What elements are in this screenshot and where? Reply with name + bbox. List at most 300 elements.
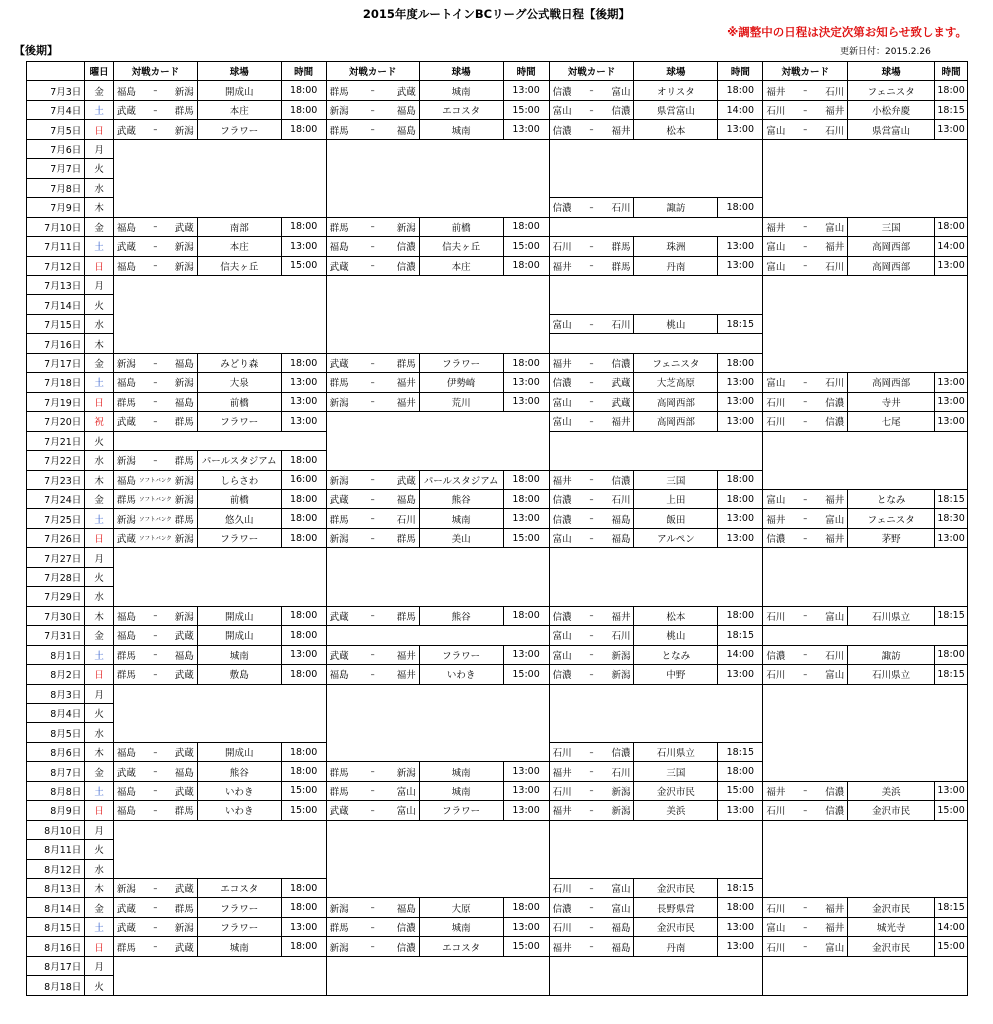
- match-separator: –: [370, 377, 375, 387]
- date-cell: 8月4日: [27, 703, 85, 722]
- home-team: 武蔵: [329, 495, 349, 507]
- match-card: [113, 781, 197, 800]
- match-card: [113, 237, 197, 256]
- time-cell: 18:15: [935, 489, 968, 508]
- weekday-cell: 火: [85, 840, 114, 859]
- date-cell: 7月29日: [27, 587, 85, 606]
- venue-cell: 珠洲: [634, 237, 718, 256]
- date-cell: 7月21日: [27, 431, 85, 450]
- header-row: [27, 62, 968, 81]
- away-team: 富山: [825, 942, 845, 954]
- time-cell: 13:00: [503, 762, 549, 781]
- venue-cell: 南部: [197, 217, 281, 236]
- match-card-teams: [114, 414, 197, 428]
- updated-date: 更新日付：2015.2.26: [840, 47, 931, 57]
- time-cell: 13:00: [718, 412, 763, 431]
- weekday-cell: 土: [85, 373, 114, 392]
- venue-cell: 茅野: [848, 528, 935, 547]
- match-card: [763, 373, 848, 392]
- match-card: [326, 665, 419, 684]
- match-card: [763, 392, 848, 411]
- time-cell: 13:00: [503, 781, 549, 800]
- venue-cell: 県営富山: [848, 120, 935, 139]
- empty-slot: [763, 859, 968, 878]
- match-card: [763, 237, 848, 256]
- match-card-teams: [763, 803, 847, 817]
- weekday-cell: 日: [85, 528, 114, 547]
- date-cell: 7月20日: [27, 412, 85, 431]
- time-cell: 13:00: [935, 392, 968, 411]
- home-team: 福井: [552, 261, 572, 273]
- weekday-cell: 金: [85, 489, 114, 508]
- home-team: 福井: [552, 942, 572, 954]
- weekday-cell: 日: [85, 256, 114, 275]
- match-separator: –: [589, 241, 594, 251]
- time-cell: 14:00: [935, 237, 968, 256]
- match-card: [763, 898, 848, 917]
- date-cell: 7月4日: [27, 100, 85, 119]
- time-cell: 15:00: [935, 937, 968, 956]
- venue-cell: フラワー: [197, 898, 281, 917]
- date-cell: 8月18日: [27, 976, 85, 995]
- time-cell: 18:15: [935, 606, 968, 625]
- time-cell: 13:00: [281, 917, 326, 936]
- home-team: 信濃: [552, 514, 572, 526]
- time-cell: 18:00: [503, 256, 549, 275]
- home-team: 信濃: [552, 903, 572, 915]
- empty-slot: [113, 587, 326, 606]
- home-team: 石川: [552, 786, 572, 798]
- away-team: 福島: [396, 125, 416, 137]
- empty-slot: [549, 217, 763, 236]
- away-team: 福井: [396, 670, 416, 682]
- time-cell: 18:00: [281, 509, 326, 528]
- time-cell: 15:00: [503, 100, 549, 119]
- venue-cell: 高岡西部: [848, 237, 935, 256]
- table-row: [27, 431, 968, 450]
- empty-slot: [763, 587, 968, 606]
- match-card-teams: [114, 648, 197, 662]
- empty-slot: [549, 820, 763, 839]
- table-row: [27, 159, 968, 178]
- venue-cell: 丹南: [634, 937, 718, 956]
- venue-cell: 諏訪: [634, 198, 718, 217]
- date-cell: 7月27日: [27, 548, 85, 567]
- venue-cell: 金沢市民: [848, 801, 935, 820]
- match-separator: –: [803, 105, 808, 115]
- venue-cell: 長野県営: [634, 898, 718, 917]
- time-cell: 13:00: [281, 645, 326, 664]
- match-card: [549, 256, 634, 275]
- match-card: [549, 606, 634, 625]
- home-team: 群馬: [329, 125, 349, 137]
- venue-cell: 七尾: [848, 412, 935, 431]
- away-team: 富山: [825, 611, 845, 623]
- table-row: [27, 762, 968, 781]
- weekday-cell: 火: [85, 159, 114, 178]
- match-separator: –: [153, 903, 158, 913]
- weekday-cell: 月: [85, 548, 114, 567]
- home-team: 石川: [766, 417, 786, 429]
- venue-cell: みどり森: [197, 353, 281, 372]
- match-card-teams: [550, 512, 634, 526]
- match-card-teams: [550, 765, 634, 779]
- match-card: [113, 509, 197, 528]
- away-team: 武蔵: [174, 748, 194, 760]
- home-team: 信濃: [552, 670, 572, 682]
- venue-cell: 熊谷: [197, 762, 281, 781]
- venue-cell: 松本: [634, 606, 718, 625]
- empty-slot: [763, 840, 968, 859]
- date-cell: 8月3日: [27, 684, 85, 703]
- empty-slot: [113, 139, 326, 158]
- match-card-teams: [550, 881, 634, 895]
- match-separator: –: [370, 358, 375, 368]
- home-team: 信濃: [552, 203, 572, 215]
- time-cell: 13:00: [935, 256, 968, 275]
- away-team: 新潟: [174, 611, 194, 623]
- empty-slot: [326, 840, 549, 859]
- match-separator: –: [589, 630, 594, 640]
- date-cell: 7月31日: [27, 626, 85, 645]
- home-team: 福井: [766, 786, 786, 798]
- match-card: [549, 509, 634, 528]
- match-card-teams: [763, 492, 847, 506]
- home-team: 新潟: [329, 397, 349, 409]
- match-card-teams: [114, 628, 197, 642]
- match-card: [763, 937, 848, 956]
- match-card: [113, 353, 197, 372]
- match-card-teams: [327, 609, 419, 623]
- match-card-teams: [550, 745, 634, 759]
- time-cell: 18:15: [718, 879, 763, 898]
- time-cell: 15:00: [281, 801, 326, 820]
- time-cell: 13:00: [718, 120, 763, 139]
- empty-slot: [113, 334, 326, 353]
- time-cell: 13:00: [503, 81, 549, 100]
- time-cell: 13:00: [718, 256, 763, 275]
- venue-cell: 城南: [419, 120, 503, 139]
- home-team: 群馬: [116, 942, 136, 954]
- weekday-cell: 金: [85, 353, 114, 372]
- match-card: [326, 898, 419, 917]
- match-card: [763, 645, 848, 664]
- match-card-teams: [114, 453, 197, 467]
- empty-slot: [113, 314, 326, 333]
- table-row: [27, 840, 968, 859]
- match-card: [113, 100, 197, 119]
- table-row: [27, 334, 968, 353]
- match-card-teams: [550, 414, 634, 428]
- match-card-teams: [550, 492, 634, 506]
- match-separator: –: [589, 611, 594, 621]
- venue-cell: 開成山: [197, 81, 281, 100]
- weekday-cell: 月: [85, 684, 114, 703]
- time-cell: 16:00: [281, 470, 326, 489]
- page-title: 2015年度ルートインBCリーグ公式戦日程【後期】: [362, 7, 631, 21]
- date-cell: 7月28日: [27, 567, 85, 586]
- away-team: 群馬: [396, 359, 416, 371]
- venue-cell: 城光寺: [848, 917, 935, 936]
- adjustment-notice: ※調整中の日程は決定次第お知らせ致します。: [727, 25, 967, 39]
- match-card: [113, 917, 197, 936]
- match-separator: –: [153, 377, 158, 387]
- time-cell: 18:00: [281, 120, 326, 139]
- match-separator: –: [153, 805, 158, 815]
- match-separator: ソフトバンク: [138, 536, 172, 543]
- match-card: [549, 392, 634, 411]
- venue-cell: 大芝高原: [634, 373, 718, 392]
- home-team: 石川: [552, 748, 572, 760]
- date-cell: 7月23日: [27, 470, 85, 489]
- venue-cell: 敷島: [197, 665, 281, 684]
- venue-cell: 本庄: [419, 256, 503, 275]
- weekday-cell: 木: [85, 879, 114, 898]
- empty-slot: [549, 159, 763, 178]
- match-separator: –: [153, 416, 158, 426]
- empty-slot: [326, 314, 549, 333]
- venue-cell: 小松弁慶: [848, 100, 935, 119]
- match-separator: –: [153, 786, 158, 796]
- venue-cell: 石川県立: [848, 606, 935, 625]
- home-team: 新潟: [329, 534, 349, 546]
- match-card: [326, 217, 419, 236]
- away-team: 富山: [396, 806, 416, 818]
- time-cell: 18:15: [935, 665, 968, 684]
- table-row: [27, 723, 968, 742]
- match-card-teams: [327, 395, 419, 409]
- home-team: 福島: [329, 670, 349, 682]
- table-row: [27, 917, 968, 936]
- away-team: 新潟: [174, 534, 194, 546]
- time-cell: 13:00: [718, 237, 763, 256]
- table-row: [27, 373, 968, 392]
- time-cell: 15:00: [281, 256, 326, 275]
- home-team: 新潟: [116, 884, 136, 896]
- home-team: 福島: [116, 261, 136, 273]
- weekday-cell: 日: [85, 937, 114, 956]
- date-cell: 8月10日: [27, 820, 85, 839]
- away-team: 新潟: [611, 650, 631, 662]
- match-card-teams: [550, 103, 634, 117]
- match-card: [549, 100, 634, 119]
- time-cell: 18:30: [935, 509, 968, 528]
- table-row: [27, 606, 968, 625]
- match-separator: –: [370, 942, 375, 952]
- date-cell: 8月16日: [27, 937, 85, 956]
- match-card: [326, 645, 419, 664]
- empty-slot: [549, 976, 763, 995]
- time-cell: 18:15: [935, 898, 968, 917]
- away-team: 武蔵: [174, 786, 194, 798]
- match-separator: –: [589, 319, 594, 329]
- away-team: 福島: [611, 942, 631, 954]
- away-team: 新潟: [611, 786, 631, 798]
- table-row: [27, 275, 968, 294]
- match-card: [549, 373, 634, 392]
- home-team: 新潟: [116, 359, 136, 371]
- empty-slot: [763, 353, 968, 372]
- match-card: [326, 81, 419, 100]
- weekday-cell: 水: [85, 178, 114, 197]
- venue-cell: となみ: [848, 489, 935, 508]
- match-card: [549, 645, 634, 664]
- match-card-teams: [763, 220, 847, 234]
- match-separator: –: [153, 611, 158, 621]
- away-team: 新潟: [396, 222, 416, 234]
- match-card: [326, 781, 419, 800]
- match-separator: –: [370, 650, 375, 660]
- away-team: 石川: [396, 514, 416, 526]
- time-cell: 13:00: [718, 665, 763, 684]
- match-card-teams: [114, 940, 197, 954]
- time-cell: 18:00: [281, 606, 326, 625]
- away-team: 新潟: [396, 767, 416, 779]
- match-separator: –: [803, 494, 808, 504]
- table-row: [27, 956, 968, 975]
- match-card: [113, 762, 197, 781]
- venue-cell: 美浜: [848, 781, 935, 800]
- venue-cell: 石川県立: [634, 742, 718, 761]
- away-team: 群馬: [174, 806, 194, 818]
- match-separator: –: [370, 397, 375, 407]
- match-separator: –: [589, 883, 594, 893]
- home-team: 信濃: [552, 378, 572, 390]
- empty-slot: [763, 470, 968, 489]
- weekday-cell: 金: [85, 762, 114, 781]
- match-card-teams: [114, 356, 197, 370]
- header-card-2: 対戦カード: [326, 62, 419, 81]
- match-card: [326, 606, 419, 625]
- match-separator: –: [589, 650, 594, 660]
- match-card-teams: [763, 531, 847, 545]
- match-separator: –: [153, 222, 158, 232]
- home-team: 石川: [766, 806, 786, 818]
- empty-slot: [113, 159, 326, 178]
- match-card-teams: [763, 920, 847, 934]
- match-separator: –: [153, 922, 158, 932]
- time-cell: 18:00: [281, 353, 326, 372]
- match-card-teams: [327, 648, 419, 662]
- venue-cell: 諏訪: [848, 645, 935, 664]
- empty-slot: [113, 956, 326, 975]
- match-card-teams: [327, 492, 419, 506]
- time-cell: 18:00: [281, 879, 326, 898]
- table-row: [27, 528, 968, 547]
- match-card: [326, 470, 419, 489]
- time-cell: 18:00: [503, 353, 549, 372]
- time-cell: 18:00: [718, 898, 763, 917]
- table-row: [27, 470, 968, 489]
- time-cell: 18:00: [281, 528, 326, 547]
- match-separator: –: [589, 475, 594, 485]
- match-card: [763, 256, 848, 275]
- venue-cell: しらさわ: [197, 470, 281, 489]
- table-row: [27, 451, 968, 470]
- home-team: 信濃: [552, 86, 572, 98]
- home-team: 富山: [766, 378, 786, 390]
- match-card-teams: [550, 84, 634, 98]
- empty-slot: [113, 840, 326, 859]
- empty-slot: [763, 334, 968, 353]
- match-separator: –: [803, 786, 808, 796]
- table-row: [27, 742, 968, 761]
- home-team: 群馬: [329, 378, 349, 390]
- venue-cell: 前橋: [197, 489, 281, 508]
- home-team: 富山: [766, 125, 786, 137]
- header-time-4: 時間: [935, 62, 968, 81]
- time-cell: 15:00: [503, 937, 549, 956]
- match-separator: –: [153, 125, 158, 135]
- match-separator: –: [153, 455, 158, 465]
- away-team: 群馬: [174, 514, 194, 526]
- date-cell: 8月12日: [27, 859, 85, 878]
- away-team: 新潟: [174, 242, 194, 254]
- away-team: 信濃: [611, 359, 631, 371]
- table-row: [27, 703, 968, 722]
- empty-slot: [549, 840, 763, 859]
- home-team: 群馬: [329, 786, 349, 798]
- empty-slot: [549, 723, 763, 742]
- away-team: 富山: [825, 670, 845, 682]
- match-card-teams: [114, 784, 197, 798]
- weekday-cell: 金: [85, 626, 114, 645]
- away-team: 信濃: [825, 417, 845, 429]
- match-card-teams: [327, 784, 419, 798]
- weekday-cell: 水: [85, 451, 114, 470]
- time-cell: 13:00: [718, 801, 763, 820]
- time-cell: 15:00: [281, 781, 326, 800]
- weekday-cell: 火: [85, 703, 114, 722]
- match-separator: –: [803, 377, 808, 387]
- away-team: 信濃: [396, 923, 416, 935]
- date-cell: 7月9日: [27, 198, 85, 217]
- header-venue-1: 球場: [197, 62, 281, 81]
- time-cell: 13:00: [503, 392, 549, 411]
- venue-cell: 城南: [419, 917, 503, 936]
- time-cell: 13:00: [935, 781, 968, 800]
- match-card: [549, 801, 634, 820]
- table-row: [27, 801, 968, 820]
- home-team: 武蔵: [116, 417, 136, 429]
- empty-slot: [326, 684, 549, 703]
- empty-slot: [326, 139, 549, 158]
- table-row: [27, 645, 968, 664]
- match-separator: –: [803, 241, 808, 251]
- venue-cell: 三国: [634, 762, 718, 781]
- empty-slot: [326, 879, 549, 898]
- date-cell: 7月3日: [27, 81, 85, 100]
- away-team: 富山: [825, 222, 845, 234]
- empty-slot: [113, 723, 326, 742]
- match-separator: –: [153, 86, 158, 96]
- match-card-teams: [763, 901, 847, 915]
- away-team: 福島: [174, 650, 194, 662]
- away-team: 富山: [825, 514, 845, 526]
- match-card-teams: [114, 609, 197, 623]
- venue-cell: 寺井: [848, 392, 935, 411]
- match-separator: –: [153, 767, 158, 777]
- header-venue-4: 球場: [848, 62, 935, 81]
- match-card-teams: [550, 239, 634, 253]
- time-cell: 18:00: [281, 626, 326, 645]
- weekday-cell: 火: [85, 295, 114, 314]
- match-card: [326, 528, 419, 547]
- empty-slot: [326, 548, 549, 567]
- away-team: 武蔵: [396, 475, 416, 487]
- match-separator: –: [370, 669, 375, 679]
- empty-slot: [763, 295, 968, 314]
